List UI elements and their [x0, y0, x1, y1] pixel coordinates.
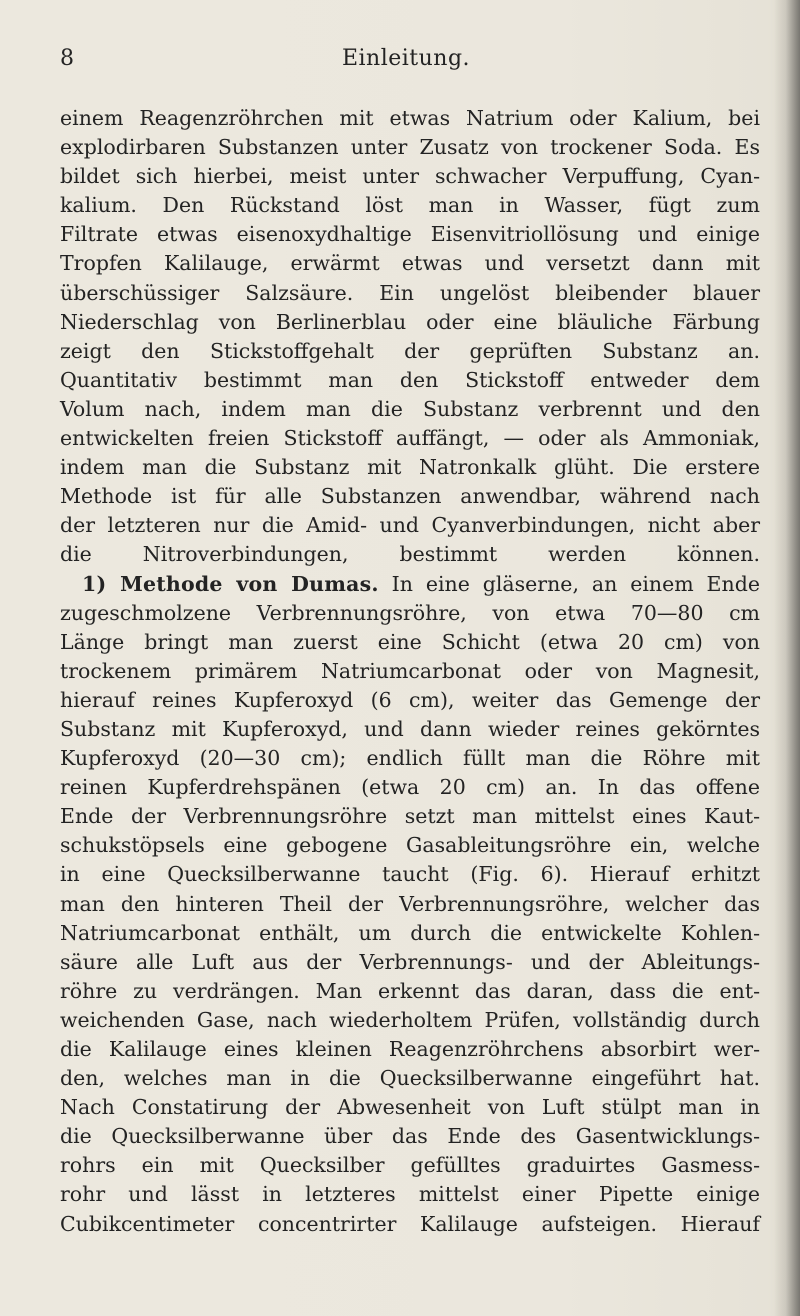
text-line: die Nitroverbindungen, bestimmt werden können. [60, 542, 760, 567]
text-line: kalium. Den Rückstand löst man in Wasser, fügt zum [60, 193, 760, 218]
text-line: hierauf reines Kupferoxyd (6 cm), weiter das Gemenge der [60, 687, 760, 712]
body-text [60, 104, 760, 1239]
text-line: rohr und lässt in letzteres mittelst einer Pipette einige [60, 1182, 760, 1207]
text-line: weichenden Gase, nach wiederholtem Prüfen, vollständig durch [60, 1007, 760, 1032]
text-line: Nach Constatirung der Abwesenheit von Luft stülpt man in [60, 1095, 760, 1120]
text-line: rohrs ein mit Quecksilber gefülltes graduirtes Gasmess- [60, 1153, 760, 1178]
text-line: einem Reagenzröhrchen mit etwas Natrium oder Kalium, bei [60, 106, 760, 130]
text-line: trockenem primärem Natriumcarbonat oder von Magnesit, [60, 658, 760, 683]
text-line: Substanz mit Kupferoxyd, und dann wieder reines gekörntes [60, 716, 760, 741]
text-line: Filtrate etwas eisenoxydhaltige Eisenvitriollösung und einige [60, 222, 760, 247]
text-line: säure alle Luft aus der Verbrennungs- und der Ableitungs- [60, 949, 760, 974]
text-line: schukstöpsels eine gebogene Gasableitungsröhre ein, welche [60, 833, 760, 858]
text-line: man den hinteren Theil der Verbrennungsröhre, welcher das [60, 891, 760, 916]
text-line: indem man die Substanz mit Natronkalk glüht. Die erstere [60, 455, 760, 480]
text-line: überschüssiger Salzsäure. Ein ungelöst bleibender blauer [60, 280, 760, 305]
text-line: reinen Kupferdrehspänen (etwa 20 cm) an. In das offene [60, 775, 760, 800]
text-line: zugeschmolzene Verbrennungsröhre, von etwa 70—80 cm [60, 600, 760, 625]
text-line: Kupferoxyd (20—30 cm); endlich füllt man die Röhre mit [60, 746, 760, 771]
dumas-method-text: In eine gläserne, an einem Ende [391, 571, 760, 596]
text-line: der letzteren nur die Amid- und Cyanverbindungen, nicht aber [60, 513, 760, 538]
text-line: Ende der Verbrennungsröhre setzt man mittelst eines Kaut- [60, 804, 760, 829]
page-header [60, 44, 752, 74]
text-line: Volum nach, indem man die Substanz verbrennt und den [60, 396, 760, 421]
text-line: Cubikcentimeter concentrirter Kalilauge aufsteigen. Hierauf [60, 1211, 760, 1236]
text-line: bildet sich hierbei, meist unter schwacher Verpuffung, Cyan- [60, 164, 760, 189]
page-edge-shadow [774, 0, 800, 1316]
running-title: Einleitung. [341, 46, 471, 71]
text-line: Niederschlag von Berlinerblau oder eine bläuliche Färbung [60, 309, 760, 334]
text-line: explodirbaren Substanzen unter Zusatz von trockener Soda. Es [60, 135, 760, 160]
dumas-method-line [60, 570, 760, 599]
text-line: röhre zu verdrängen. Man erkennt das daran, dass die ent- [60, 978, 760, 1003]
page-number: 8 [60, 46, 74, 71]
text-line: den, welches man in die Quecksilberwanne eingeführt hat. [60, 1066, 760, 1091]
text-line: Länge bringt man zuerst eine Schicht (etwa 20 cm) von [60, 629, 760, 654]
text-line: die Kalilauge eines kleinen Reagenzröhrchens absorbirt wer- [60, 1037, 760, 1061]
text-line: zeigt den Stickstoffgehalt der geprüften Substanz an. [60, 338, 760, 363]
text-line: Tropfen Kalilauge, erwärmt etwas und versetzt dann mit [60, 251, 760, 276]
text-line: Natriumcarbonat enthält, um durch die entwickelte Kohlen- [60, 920, 760, 945]
text-line: in eine Quecksilberwanne taucht (Fig. 6). Hierauf erhitzt [60, 862, 760, 887]
text-line: entwickelten freien Stickstoff auffängt, — oder als Ammoniak, [60, 426, 760, 451]
dumas-method-heading: 1) Methode von Dumas. [82, 571, 379, 596]
text-line: Methode ist für alle Substanzen anwendbar, während nach [60, 484, 760, 509]
text-line: die Quecksilberwanne über das Ende des Gasentwicklungs- [60, 1124, 760, 1149]
text-line: Quantitativ bestimmt man den Stickstoff entweder dem [60, 367, 760, 392]
